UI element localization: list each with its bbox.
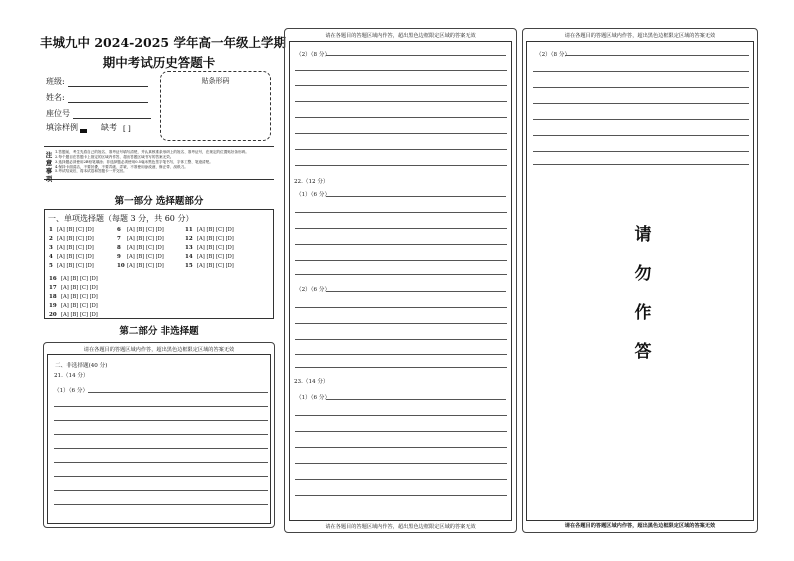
mc-row[interactable]: 12 [A] [B] [C] [D] bbox=[185, 236, 234, 242]
q23-2-label: （2）（8 分） bbox=[536, 52, 571, 58]
mc-row[interactable]: 14 [A] [B] [C] [D] bbox=[185, 254, 234, 260]
mc-row[interactable]: 7 [A] [B] [C] [D] bbox=[117, 236, 164, 242]
answer-line[interactable] bbox=[54, 448, 268, 449]
notice-text: 1.答题前，考生先将自己的姓名、准考证号填写清楚，并认真核准条形码上的姓名、准考证号，在规定的位置贴好条形码。 2.每个题目在答题卡上指定的区域内作答，超出答题区域书写的答案无效。 3.选择题必须使用2B铅笔填涂；非选择题必须使用0.5毫米黑色签字笔书写，字体工整、笔迹清楚。 4.保持卡面清洁，不要折叠，不要弄破、弄皱，不准使用涂改液、修正带、刮纸刀。 5.考试结束后，将本试卷和答题卡一并交回。 bbox=[55, 150, 249, 174]
col2-bottom-note: 请在各题目的答题区域内作答，超出黑色边框限定区域的答案无效 bbox=[325, 524, 476, 530]
part1-title: 第一部分 选择题部分 bbox=[114, 196, 204, 207]
answer-line[interactable] bbox=[54, 476, 268, 477]
answer-line[interactable] bbox=[295, 70, 507, 71]
col3-bottom-note: 请在各题目的答题区域内作答，超出黑色边框限定区域的答案无效 bbox=[564, 523, 716, 529]
col3-answer-panel bbox=[522, 28, 758, 533]
q22-label: 22.（12 分） bbox=[294, 179, 329, 185]
answer-line[interactable] bbox=[565, 55, 749, 56]
q22-1-label: （1）（6 分） bbox=[296, 192, 331, 198]
mc-column-3 bbox=[185, 227, 234, 272]
answer-line[interactable] bbox=[533, 135, 749, 136]
answer-line[interactable] bbox=[326, 291, 506, 292]
absent-label: 缺考 bbox=[101, 123, 117, 132]
q23-1-label: （1）（6 分） bbox=[296, 395, 331, 401]
col2-inner-box bbox=[289, 41, 512, 521]
answer-line[interactable] bbox=[533, 103, 749, 104]
answer-line[interactable] bbox=[295, 415, 507, 416]
seat-field[interactable] bbox=[46, 108, 151, 119]
name-field[interactable] bbox=[46, 92, 148, 103]
mc-row[interactable]: 17 [A] [B] [C] [D] bbox=[49, 285, 98, 291]
mc-heading: 一、单项选择题（每题 3 分，共 60 分） bbox=[48, 214, 194, 223]
answer-line[interactable] bbox=[295, 495, 507, 496]
answer-line[interactable] bbox=[295, 101, 507, 102]
answer-line[interactable] bbox=[295, 339, 507, 340]
answer-line[interactable] bbox=[295, 133, 507, 134]
notice-box bbox=[44, 146, 274, 184]
answer-line[interactable] bbox=[295, 323, 507, 324]
mc-row[interactable]: 5 [A] [B] [C] [D] bbox=[49, 263, 94, 269]
col1-top-note: 请在各题目的答题区域内作答，超出黑色边框限定区域的答案无效 bbox=[83, 347, 235, 353]
q21-2-label: （2）（8 分） bbox=[296, 52, 331, 58]
answer-line[interactable] bbox=[54, 420, 268, 421]
answer-line[interactable] bbox=[295, 367, 507, 368]
answer-line[interactable] bbox=[533, 164, 749, 165]
q21-label: 21.（14 分） bbox=[54, 373, 89, 379]
mc-row[interactable]: 6 [A] [B] [C] [D] bbox=[117, 227, 164, 233]
col2-top-note: 请在各题目的答题区域内作答，超出黑色边框限定区域的答案无效 bbox=[325, 33, 476, 39]
answer-line[interactable] bbox=[54, 406, 268, 407]
col3-top-note: 请在各题目的答题区域内作答，超出黑色边框限定区域的答案无效 bbox=[564, 33, 716, 39]
mc-row[interactable]: 15 [A] [B] [C] [D] bbox=[185, 263, 234, 269]
mc-row[interactable]: 1 [A] [B] [C] [D] bbox=[49, 227, 94, 233]
answer-line[interactable] bbox=[295, 431, 507, 432]
col1-answer-panel bbox=[43, 342, 275, 528]
answer-line[interactable] bbox=[295, 165, 507, 166]
answer-line[interactable] bbox=[54, 462, 268, 463]
answer-line[interactable] bbox=[295, 85, 507, 86]
part2-heading: 二、非选择题(40 分) bbox=[55, 363, 108, 369]
answer-line[interactable] bbox=[295, 307, 507, 308]
mc-row[interactable]: 11 [A] [B] [C] [D] bbox=[185, 227, 234, 233]
class-label: 班级: bbox=[46, 77, 65, 86]
mc-row[interactable]: 9 [A] [B] [C] [D] bbox=[117, 254, 164, 260]
answer-line[interactable] bbox=[533, 151, 749, 152]
mc-row[interactable]: 19 [A] [B] [C] [D] bbox=[49, 303, 98, 309]
fill-sample-row bbox=[46, 122, 131, 133]
barcode-label: 贴条形码 bbox=[201, 77, 230, 85]
fill-sample-mark bbox=[80, 129, 87, 133]
mc-row[interactable]: 13 [A] [B] [C] [D] bbox=[185, 245, 234, 251]
answer-line[interactable] bbox=[533, 87, 749, 88]
col1-inner-box bbox=[47, 354, 271, 524]
mc-row[interactable]: 4 [A] [B] [C] [D] bbox=[49, 254, 94, 260]
answer-line[interactable] bbox=[295, 244, 507, 245]
answer-line[interactable] bbox=[54, 490, 268, 491]
answer-line[interactable] bbox=[295, 260, 507, 261]
mc-row[interactable]: 3 [A] [B] [C] [D] bbox=[49, 245, 94, 251]
sheet-title-line1: 丰城九中 2024-2025 学年高一年级上学期 bbox=[40, 35, 286, 50]
mc-row[interactable]: 16 [A] [B] [C] [D] bbox=[49, 276, 98, 282]
q22-2-label: （2）（6 分） bbox=[296, 287, 331, 293]
answer-line[interactable] bbox=[295, 479, 507, 480]
answer-line[interactable] bbox=[326, 55, 506, 56]
mc-row[interactable]: 8 [A] [B] [C] [D] bbox=[117, 245, 164, 251]
do-not-answer-text: 请 勿 作 答 bbox=[634, 225, 652, 362]
answer-line[interactable] bbox=[295, 447, 507, 448]
multiple-choice-box bbox=[44, 209, 274, 319]
mc-row[interactable]: 18 [A] [B] [C] [D] bbox=[49, 294, 98, 300]
name-label: 姓名: bbox=[46, 93, 65, 102]
sheet-title-line2: 期中考试历史答题卡 bbox=[102, 55, 216, 70]
answer-line[interactable] bbox=[533, 119, 749, 120]
answer-line[interactable] bbox=[295, 117, 507, 118]
absent-checkbox[interactable]: [ ] bbox=[123, 125, 131, 133]
fill-sample-label: 填涂样例 bbox=[46, 123, 78, 132]
answer-line[interactable] bbox=[295, 228, 507, 229]
answer-line[interactable] bbox=[295, 149, 507, 150]
answer-line[interactable] bbox=[295, 354, 507, 355]
part2-title: 第二部分 非选择题 bbox=[119, 326, 199, 337]
answer-line[interactable] bbox=[326, 196, 506, 197]
answer-line[interactable] bbox=[295, 463, 507, 464]
answer-line[interactable] bbox=[533, 71, 749, 72]
seat-label: 座位号 bbox=[46, 109, 70, 118]
answer-line[interactable] bbox=[326, 399, 506, 400]
answer-line[interactable] bbox=[54, 434, 268, 435]
mc-column-1 bbox=[49, 227, 94, 272]
col3-inner-box bbox=[526, 41, 754, 521]
q23-label: 23.（14 分） bbox=[294, 379, 329, 385]
q21-1-label: （1）（6 分） bbox=[54, 388, 89, 394]
notice-heading: 注 意 事 项 bbox=[45, 151, 53, 184]
class-field[interactable] bbox=[46, 76, 148, 87]
mc-row[interactable]: 10 [A] [B] [C] [D] bbox=[117, 263, 164, 269]
mc-column-4 bbox=[49, 276, 98, 321]
barcode-area bbox=[160, 71, 271, 141]
answer-line[interactable] bbox=[54, 504, 268, 505]
mc-row[interactable]: 2 [A] [B] [C] [D] bbox=[49, 236, 94, 242]
col2-answer-panel bbox=[284, 28, 517, 533]
answer-line[interactable] bbox=[88, 392, 268, 393]
answer-line[interactable] bbox=[295, 212, 507, 213]
answer-line[interactable] bbox=[295, 274, 507, 275]
mc-row[interactable]: 20 [A] [B] [C] [D] bbox=[49, 312, 98, 318]
mc-column-2 bbox=[117, 227, 164, 272]
